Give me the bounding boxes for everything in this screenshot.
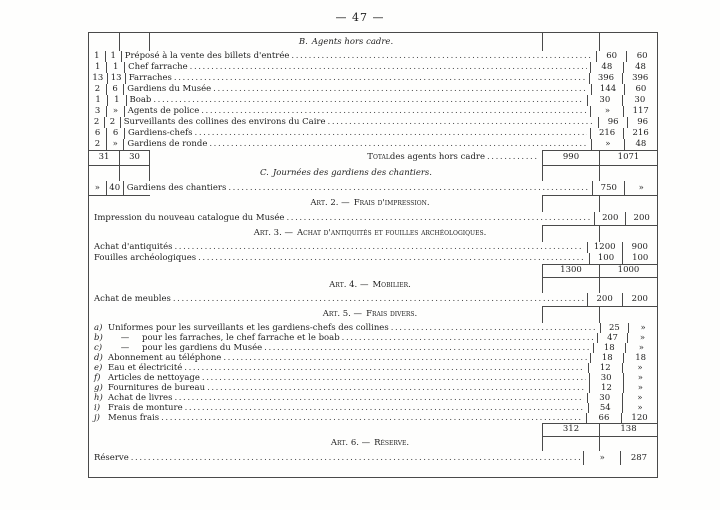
- row-label: Achat de meubles: [94, 294, 171, 304]
- amount-col-1: 750: [592, 181, 624, 195]
- item-letter: b): [94, 333, 103, 343]
- art-3-header: [89, 225, 657, 242]
- amount-col-1: 30: [587, 393, 622, 403]
- table-row: [89, 128, 657, 139]
- row-main: [124, 84, 591, 95]
- count-col-a: 31: [89, 150, 120, 165]
- row-label: Eau et électricité: [108, 363, 183, 373]
- art-6-title: Art. 6. — Réserve.: [330, 438, 410, 448]
- amount-col-2: [599, 33, 657, 51]
- amount-col-2: »: [623, 383, 657, 393]
- row-label: Gardiens du Musée: [127, 84, 212, 94]
- count-col-a: [89, 33, 120, 51]
- amount-col-2: 18: [623, 353, 657, 363]
- table-row: [89, 84, 657, 95]
- amount-col-2: 200: [622, 293, 657, 306]
- row-label: Impression du nouveau catalogue du Musée: [94, 213, 285, 223]
- table-row: [89, 51, 657, 62]
- leader-dots: [174, 242, 583, 253]
- row-main: [127, 95, 587, 106]
- table-row: [89, 95, 657, 106]
- amount-col-1: 18: [593, 343, 625, 353]
- table-row: [89, 373, 657, 383]
- section-b-title: [150, 33, 542, 51]
- row-main: [89, 253, 589, 264]
- amount-col-1: [542, 33, 599, 51]
- section-b-header: [89, 33, 657, 51]
- total-label: des agents hors cadre: [389, 152, 485, 162]
- amount-col-1: 60: [596, 51, 626, 62]
- amount-col-1: »: [590, 106, 623, 117]
- total-label-smallcaps: Total: [367, 152, 390, 162]
- row-label: pour les gardiens du Musée: [142, 343, 263, 353]
- row-main: [122, 51, 596, 62]
- amount-col-2: »: [622, 393, 657, 403]
- leader-dots: [223, 353, 587, 363]
- amount-col-2: 138: [599, 423, 657, 436]
- count-col-a: 2: [89, 117, 105, 128]
- row-label: Fournitures de bureau: [108, 383, 206, 393]
- amount-col-1: 47: [597, 333, 627, 343]
- row-main: [126, 73, 589, 84]
- amount-col-2: »: [623, 373, 657, 383]
- amount-col-2: »: [622, 403, 657, 413]
- table-row: [89, 106, 657, 117]
- leader-dots: [213, 84, 588, 95]
- art-5-title: Art. 5. — Frais divers.: [322, 309, 418, 319]
- count-col-b: 40: [107, 181, 124, 195]
- row-label: Articles de nettoyage: [108, 373, 200, 383]
- leader-dots: [173, 293, 584, 306]
- row-label: Chef farrache: [128, 62, 188, 72]
- amount-col-1: 12: [588, 363, 622, 373]
- count-col-a: 13: [89, 73, 108, 84]
- table-row: [89, 242, 657, 253]
- item-letter: d): [94, 353, 103, 363]
- leader-dots: [286, 212, 591, 225]
- count-col-a: 2: [89, 84, 107, 95]
- amount-col-1: 18: [590, 353, 623, 363]
- table-row: [89, 333, 657, 343]
- amount-col-2: »: [624, 181, 657, 195]
- table-row: [89, 139, 657, 150]
- row-label: Gardiens des chantiers: [126, 183, 227, 193]
- row-main: [89, 293, 587, 306]
- ditto-dash: —: [120, 343, 130, 353]
- amount-col-1: »: [591, 139, 624, 150]
- section-c-header: [89, 165, 657, 181]
- row-label: Agents de police: [127, 106, 200, 116]
- count-col-a: 3: [89, 106, 107, 117]
- amount-col-2: 396: [622, 73, 657, 84]
- row-main: [125, 106, 591, 117]
- amount-col-1: 100: [589, 253, 623, 264]
- row-label: Réserve: [94, 453, 129, 463]
- table-row: [89, 73, 657, 84]
- table-row: [89, 293, 657, 306]
- table-row: [89, 212, 657, 225]
- row-main: [89, 451, 583, 465]
- count-col-a: 1: [89, 95, 108, 106]
- amount-col-2: 96: [627, 117, 657, 128]
- amount-col-2: »: [625, 343, 657, 353]
- leader-dots: [291, 51, 593, 62]
- count-col-b: 30: [120, 150, 150, 165]
- count-col-b: [120, 33, 150, 51]
- amount-col-2: 216: [623, 128, 657, 139]
- row-main: [150, 150, 542, 165]
- item-letter: f): [94, 373, 101, 383]
- leader-dots: [185, 403, 585, 413]
- item-letter: e): [94, 363, 103, 373]
- art-3-title: Art. 3. — Achat d'antiquités et fouilles archéologiques.: [253, 228, 487, 238]
- row-main: [125, 62, 590, 73]
- leader-dots: [195, 128, 587, 139]
- table-row: [89, 403, 657, 413]
- amount-col-1: 990: [542, 150, 599, 165]
- table-row: [89, 413, 657, 423]
- art-4-header: [89, 277, 657, 293]
- amount-col-2: 900: [622, 242, 657, 253]
- leader-dots: [207, 383, 586, 393]
- item-letter: a): [94, 323, 103, 333]
- amount-col-1: 54: [588, 403, 622, 413]
- count-col-b: 13: [108, 73, 126, 84]
- count-col-a: »: [89, 181, 107, 195]
- leader-dots: [184, 363, 584, 373]
- amount-col-1: 96: [598, 117, 627, 128]
- amount-col-1: 30: [589, 373, 623, 383]
- table-row: [89, 393, 657, 403]
- item-letter: h): [94, 393, 103, 403]
- amount-col-1: 1200: [587, 242, 622, 253]
- row-label: Frais de monture: [108, 403, 183, 413]
- amount-col-2: 100: [622, 253, 657, 264]
- page-number: — 47 —: [335, 11, 385, 24]
- row-label: Farraches: [128, 73, 172, 83]
- leader-dots: [328, 117, 596, 128]
- row-label: Abonnement au téléphone: [108, 353, 222, 363]
- leader-dots: [342, 333, 595, 343]
- amount-col-1: »: [583, 451, 619, 465]
- row-label: Gardiens de ronde: [127, 139, 208, 149]
- table-row: [89, 363, 657, 373]
- leader-dots: [161, 413, 583, 423]
- amount-col-1: 12: [589, 383, 623, 393]
- table-row: [89, 353, 657, 363]
- count-col-b: »: [107, 106, 125, 117]
- amount-col-1: 25: [600, 323, 628, 333]
- count-col-a: 1: [89, 62, 107, 73]
- row-label: Boab: [129, 95, 152, 105]
- table-row: [89, 62, 657, 73]
- count-col-a: 1: [89, 51, 106, 62]
- row-label: Préposé à la vente des billets d'entrée: [124, 51, 290, 61]
- table-row: [89, 181, 657, 195]
- leader-dots: [228, 181, 589, 195]
- row-main: [124, 181, 592, 195]
- table-row: [89, 383, 657, 393]
- amount-col-2: 60: [626, 51, 657, 62]
- row-main: [121, 117, 598, 128]
- amount-col-2: 30: [622, 95, 657, 106]
- table-row: [89, 117, 657, 128]
- amount-col-1: 48: [590, 62, 623, 73]
- amount-col-2: »: [627, 333, 657, 343]
- section-letter: B.: [298, 37, 308, 47]
- amount-col-2: 48: [623, 62, 657, 73]
- amount-col-2: »: [628, 323, 657, 333]
- leader-dots: [264, 343, 590, 353]
- leader-dots: [198, 253, 585, 264]
- section-title-text: Agents hors cadre.: [311, 37, 394, 47]
- count-col-b: 1: [108, 95, 126, 106]
- row-label: Achat de livres: [108, 393, 173, 403]
- amount-col-2: 1000: [599, 264, 657, 277]
- table-row: [89, 451, 657, 465]
- amount-col-1: 312: [542, 423, 599, 436]
- amount-col-1: 30: [587, 95, 622, 106]
- count-col-b: 2: [105, 117, 121, 128]
- count-col-b: 1: [106, 51, 122, 62]
- leader-dots: [174, 393, 583, 403]
- row-label: Surveillants des collines des environs du Caire: [123, 117, 326, 127]
- row-label: Fouilles archéologiques: [94, 253, 197, 263]
- count-col-b: »: [107, 139, 124, 150]
- amount-col-2: 120: [621, 413, 657, 423]
- section-letter: C.: [259, 168, 269, 178]
- art-2-header: [89, 195, 657, 212]
- count-col-a: 2: [89, 139, 107, 150]
- total-row: [89, 150, 657, 165]
- subtotal-row: [89, 423, 657, 436]
- row-main: [89, 242, 587, 253]
- amount-col-1: 144: [591, 84, 624, 95]
- leader-dots: [190, 62, 587, 73]
- art-2-title: Art. 2. — Frais d'impression.: [310, 198, 430, 208]
- row-label: Gardiens-chefs: [127, 128, 193, 138]
- count-col-b: 6: [107, 128, 125, 139]
- row-main: [89, 212, 594, 225]
- leader-dots: [131, 451, 581, 465]
- item-letter: i): [94, 403, 101, 413]
- leader-dots: [487, 150, 539, 165]
- art-6-header: [89, 436, 657, 451]
- amount-col-2: 48: [624, 139, 657, 150]
- table-row: [89, 343, 657, 353]
- row-main: [124, 139, 591, 150]
- amount-col-2: 287: [620, 451, 657, 465]
- count-col-a: 6: [89, 128, 107, 139]
- amount-col-2: 117: [623, 106, 657, 117]
- amount-col-2: 1071: [599, 150, 657, 165]
- amount-col-2: 200: [625, 212, 657, 225]
- amount-col-1: 216: [590, 128, 623, 139]
- art-5-header: [89, 306, 657, 323]
- ditto-dash: —: [120, 333, 130, 343]
- row-label: Achat d'antiquités: [94, 242, 173, 252]
- amount-col-1: 1300: [542, 264, 599, 277]
- row-main: [125, 128, 590, 139]
- leader-dots: [391, 323, 597, 333]
- item-letter: g): [94, 383, 103, 393]
- table-row: [89, 253, 657, 264]
- subtotal-row: [89, 264, 657, 277]
- amount-col-2: »: [622, 363, 657, 373]
- amount-col-1: 200: [594, 212, 625, 225]
- row-label: pour les farraches, le chef farrache et le boab: [142, 333, 340, 343]
- amount-col-2: 60: [624, 84, 657, 95]
- item-letter: j): [94, 413, 100, 423]
- budget-table: [88, 32, 658, 478]
- count-col-b: 1: [107, 62, 125, 73]
- leader-dots: [209, 139, 588, 150]
- leader-dots: [174, 73, 586, 84]
- leader-dots: [153, 95, 584, 106]
- amount-col-1: 200: [587, 293, 622, 306]
- section-title-text: Journées des gardiens des chantiers.: [272, 168, 432, 178]
- section-c-title: [150, 165, 542, 181]
- leader-dots: [201, 106, 587, 117]
- count-col-b: 6: [107, 84, 124, 95]
- table-row: [89, 323, 657, 333]
- row-label: Uniformes pour les surveillants et les gardiens-chefs des collines: [108, 323, 389, 333]
- art-4-title: Art. 4. — Mobilier.: [329, 280, 411, 290]
- row-label: Menus frais: [108, 413, 160, 423]
- amount-col-1: 396: [589, 73, 623, 84]
- item-letter: c): [94, 343, 103, 353]
- amount-col-1: 66: [586, 413, 621, 423]
- leader-dots: [202, 373, 586, 383]
